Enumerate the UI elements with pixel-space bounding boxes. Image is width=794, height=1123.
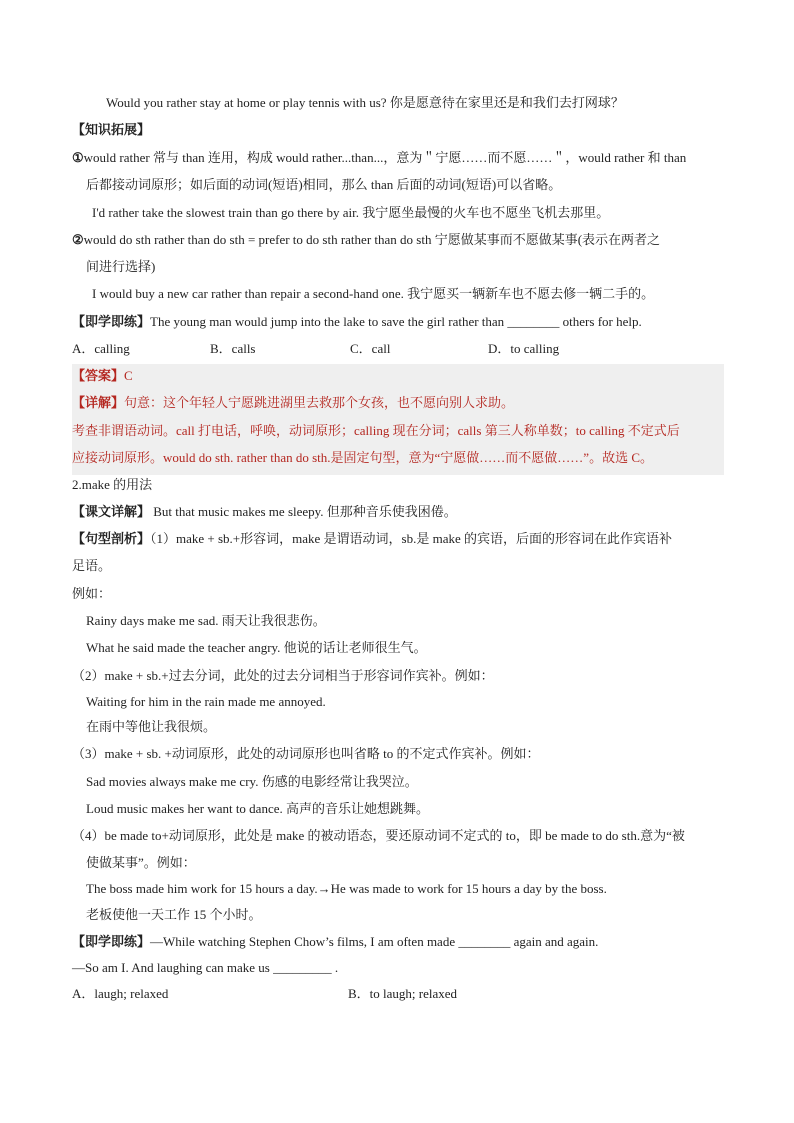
practice1-option-c: C．call [350, 341, 391, 356]
practice2-line1 [72, 933, 598, 951]
practice2-question-1: —While watching Stephen Chow’s films, I am often made ________ again and again. [150, 934, 599, 949]
example-sad-movies: Sad movies always make me cry. 伤感的电影经常让我哭泣。 [86, 774, 418, 789]
point1-number: ① [72, 150, 84, 165]
intro-example-en: Would you rather stay at home or play tennis with us? [106, 95, 387, 110]
point1-line1 [72, 149, 686, 167]
practice2-option-a: A．laugh; relaxed [72, 986, 169, 1001]
practice1-options [72, 340, 559, 358]
analysis-line1 [72, 530, 672, 548]
practice1-option-b: B．calls [210, 341, 256, 356]
point1-example: I'd rather take the slowest train than go there by air. 我宁愿坐最慢的火车也不愿坐飞机去那里。 [92, 205, 610, 220]
example-boss: The boss made him work for 15 hours a day.→He was made to work for 15 hours a day by the boss. [86, 881, 607, 896]
analysis-label: 【句型剖析】 [72, 531, 151, 546]
detail-line3: 应接动词原形。would do sth. rather than do sth.是固定句型，意为“宁愿做……而不愿做……”。故选 C。 [72, 450, 653, 465]
analysis-point3: （3）make + sb. +动词原形，此处的动词原形也叫省略 to 的不定式作宾补。例如： [72, 746, 540, 761]
practice1-label: 【即学即练】 [72, 314, 151, 329]
detail-label: 【详解】 [72, 395, 125, 410]
text-detail-line [72, 503, 457, 521]
example-rainy-days: Rainy days make me sad. 雨天让我很悲伤。 [86, 613, 326, 628]
detail-line2: 考查非谓语动词。call 打电话，呼唤，动词原形；calling 现在分词；calls 第三人称单数；to calling 不定式后 [72, 423, 680, 438]
point1-text-1: would rather 常与 than 连用，构成 would rather...than...，意为＂宁愿……而不愿……＂，would rather 和 than [83, 150, 687, 165]
point1-line2: 后都接动词原形；如后面的动词(短语)相同，那么 than 后面的动词(短语)可以省略。 [86, 177, 562, 192]
intro-example [106, 94, 624, 112]
example-teacher-angry: What he said made the teacher angry. 他说的话让老师很生气。 [86, 640, 427, 655]
practice1-option-a: A．calling [72, 341, 130, 356]
text-detail-content: But that music makes me sleepy. 但那种音乐使我困倦。 [150, 504, 457, 519]
point2-example: I would buy a new car rather than repair a second-hand one. 我宁愿买一辆新车也不愿去修一辆二手的。 [92, 286, 655, 301]
practice2-label: 【即学即练】 [72, 934, 151, 949]
analysis-point2: （2）make + sb.+过去分词，此处的过去分词相当于形容词作宾补。例如： [72, 668, 494, 683]
practice2-options [72, 985, 457, 1003]
text-detail-label: 【课文详解】 [72, 504, 151, 519]
section2-title: 2.make 的用法 [72, 477, 153, 492]
practice1-question: The young man would jump into the lake to save the girl rather than ________ others for help. [150, 314, 642, 329]
point2-line1 [72, 231, 660, 249]
answer-label: 【答案】 [72, 368, 125, 383]
detail-text-1: 句意：这个年轻人宁愿跳进湖里去救那个女孩，也不愿向别人求助。 [124, 395, 515, 410]
detail-line1 [72, 394, 514, 412]
point2-text-1: would do sth rather than do sth = prefer to do sth rather than do sth 宁愿做某事而不愿做某事(表示在两者之 [83, 232, 661, 247]
point2-line2: 间进行选择) [86, 259, 156, 274]
analysis-point4-line2: 使做某事”。例如： [86, 855, 196, 870]
knowledge-ext-label: 【知识拓展】 [72, 123, 151, 138]
answer-line [72, 367, 133, 385]
example-boss-zh: 老板使他一天工作 15 个小时。 [86, 907, 262, 922]
intro-example-zh: 你是愿意待在家里还是和我们去打网球？ [389, 95, 624, 110]
practice1-question-line [72, 313, 642, 331]
analysis-line2: 足语。 [72, 558, 112, 573]
example-waiting-en: Waiting for him in the rain made me annoyed. [86, 694, 326, 709]
practice2-option-b: B．to laugh; relaxed [348, 986, 458, 1001]
example-waiting-zh: 在雨中等他让我很烦。 [86, 719, 217, 734]
analysis-point4-line1: （4）be made to+动词原形，此处是 make 的被动语态，要还原动词不定式的 to，即 be made to do sth.意为“被 [72, 828, 685, 843]
example-loud-music: Loud music makes her want to dance. 高声的音乐让她想跳舞。 [86, 801, 429, 816]
analysis-point1-text: （1）make + sb.+形容词，make 是谓语动词，sb.是 make 的宾语，后面的形容词在此作宾语补 [150, 531, 673, 546]
point2-number: ② [72, 232, 84, 247]
practice2-question-2: —So am I. And laughing can make us _________ . [72, 960, 339, 975]
practice1-option-d: D．to calling [488, 341, 560, 356]
example-label: 例如： [72, 586, 112, 601]
answer-value: C [124, 368, 133, 383]
